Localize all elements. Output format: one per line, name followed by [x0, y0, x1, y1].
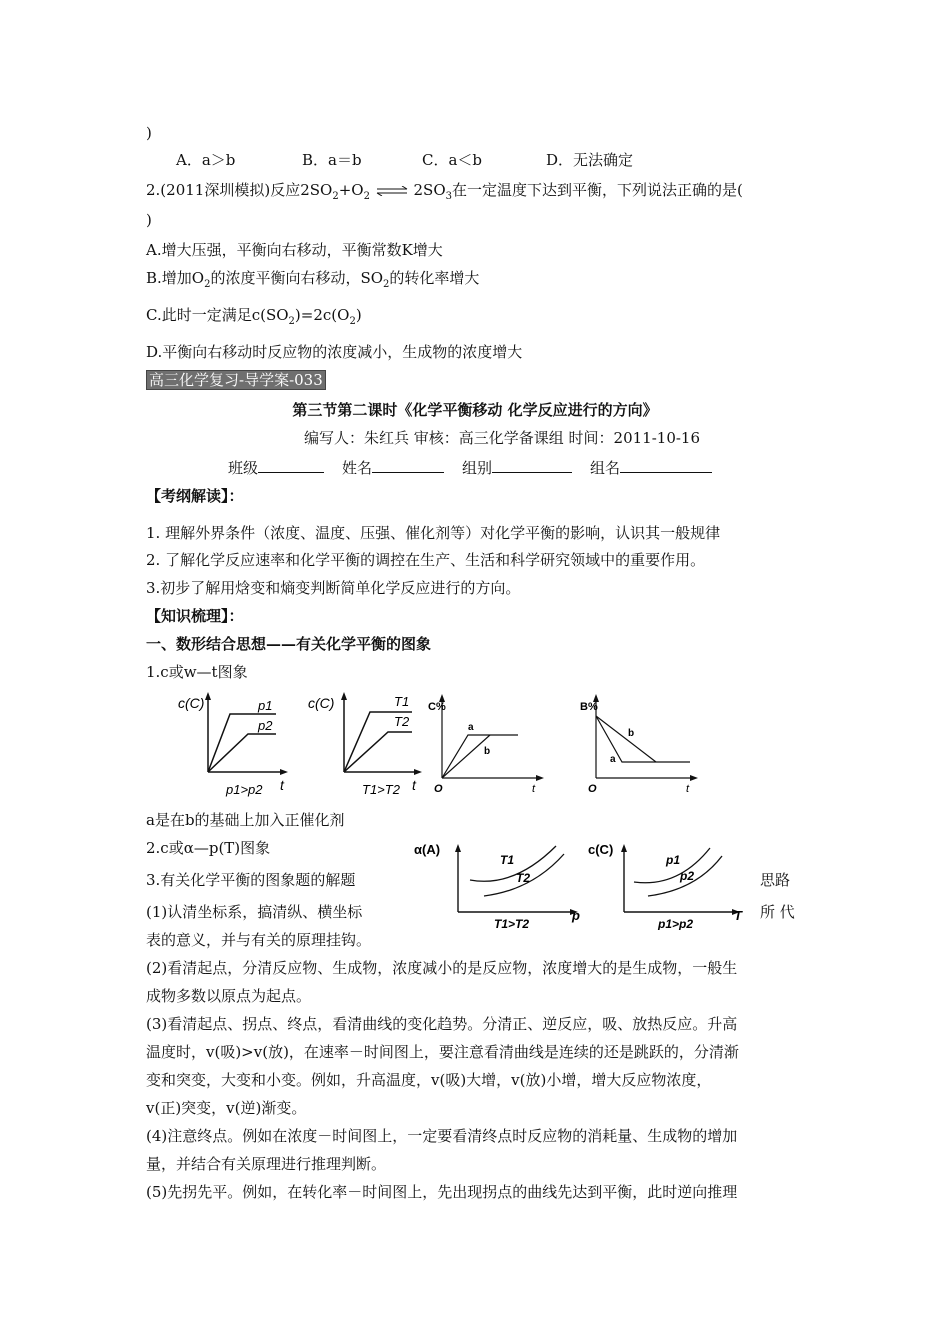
graph-ylabel: c(C) [588, 842, 614, 857]
graph-line-label: T1 [394, 694, 410, 709]
q2-option-b[interactable] [146, 268, 479, 295]
graph-xlabel: t [686, 783, 690, 795]
item-3-a: 3.有关化学平衡的图象题的解题 [146, 871, 356, 889]
q2-option-c-text: )=2c(O [294, 306, 350, 324]
graph-ylabel: B% [580, 701, 598, 713]
class-field[interactable] [258, 456, 324, 473]
point-1-b: 所 代 [760, 903, 795, 921]
graph-line-label: p1 [258, 698, 273, 713]
class-label: 班级 [228, 459, 259, 477]
q1-option-b[interactable]: B．a＝b [302, 151, 362, 169]
section-title: 一、数形结合思想——有关化学平衡的图象 [146, 635, 432, 653]
syllabus-item: 3.初步了解用焓变和熵变判断简单化学反应进行的方向。 [146, 579, 521, 597]
q2-sub: 2 [332, 191, 339, 202]
group-name-label: 组名 [590, 459, 621, 477]
point-3-a: (3)看清起点、拐点、终点，看清曲线的变化趋势。分清正、逆反应，吸、放热反应。升高 [146, 1015, 738, 1033]
graph-origin: O [588, 783, 597, 795]
graph-ylabel: α(A) [414, 842, 441, 857]
q2-sub: 2 [288, 316, 295, 327]
q1-option-a[interactable]: A．a＞b [176, 151, 236, 169]
graph-curve-label: b [484, 746, 491, 757]
q1-option-c[interactable]: C．a＜b [422, 151, 483, 169]
point-2-b: 成物多数以原点为起点。 [146, 987, 312, 1005]
q2-paren-close: ) [146, 211, 152, 229]
point-4-a: (4)注意终点。例如在浓度－时间图上，一定要看清终点时反应物的消耗量、生成物的增加 [146, 1127, 738, 1145]
catalyst-note: a是在b的基础上加入正催化剂 [146, 811, 345, 829]
graph-xlabel: T [734, 908, 742, 923]
syllabus-item: 1. 理解外界条件（浓度、温度、压强、催化剂等）对化学平衡的影响，认识其一般规律 [146, 524, 721, 542]
q2-option-b-text: 的转化率增大 [389, 269, 480, 287]
page-title: 第三节第二课时《化学平衡移动 化学反应进行的方向》 [292, 401, 658, 419]
graph-xlabel: t [532, 783, 536, 795]
graph-xlabel: t [412, 777, 416, 793]
graph-line-label: T2 [394, 714, 410, 729]
point-5: (5)先拐先平。例如，在转化率－时间图上，先出现拐点的曲线先达到平衡，此时逆向推理 [146, 1183, 738, 1201]
point-3-d: v(正)突变，v(逆)渐变。 [146, 1099, 307, 1117]
graph-ylabel: c(C) [178, 695, 205, 711]
name-label: 姓名 [342, 459, 373, 477]
knowledge-heading: 【知识梳理】： [146, 607, 244, 625]
group-field[interactable] [492, 456, 572, 473]
graph-line-label: p2 [680, 869, 695, 883]
graph-line-label: p2 [258, 718, 273, 733]
q2-stem-d: 在一定温度下达到平衡，下列说法正确的是( [452, 181, 743, 199]
q2-option-b-text: 的浓度平衡向右移动，SO [210, 269, 384, 287]
graph-c-percent-t [428, 690, 548, 802]
q1-option-d[interactable]: D．无法确定 [546, 151, 634, 169]
q2-option-a[interactable]: A.增大压强，平衡向右移动，平衡常数K增大 [146, 241, 443, 259]
q2-option-b-text: B.增加O [146, 269, 205, 287]
point-2-a: (2)看清起点，分清反应物、生成物，浓度减小的是反应物，浓度增大的是生成物，一般生 [146, 959, 738, 977]
graph-condition: T1>T2 [494, 917, 530, 930]
graph-xlabel: t [280, 777, 284, 793]
q2-option-c[interactable] [146, 305, 362, 332]
q2-sub: 2 [204, 279, 211, 290]
item-1: 1.c或w—t图象 [146, 663, 248, 681]
item-3-b: 思路 [760, 871, 791, 889]
graph-xlabel: p [572, 908, 580, 923]
item-2: 2.c或α—p(T)图象 [146, 839, 271, 857]
graph-c-t-pressure [178, 690, 298, 802]
point-1-c: 表的意义，并与有关的原理挂钩。 [146, 931, 372, 949]
q2-sub: 3 [445, 191, 452, 202]
q1-paren-close: ) [146, 124, 152, 142]
graph-origin: O [434, 783, 443, 795]
graph-alpha-p [414, 840, 594, 930]
graph-b-percent-t [580, 690, 710, 802]
group-name-field[interactable] [620, 456, 712, 473]
q2-stem-b: +O [338, 181, 364, 199]
equilibrium-arrow-icon [375, 181, 409, 201]
q2-stem [146, 180, 743, 207]
graph-condition: p1>p2 [658, 917, 694, 930]
graph-line-label: T2 [516, 871, 531, 885]
student-info [228, 456, 712, 478]
q2-sub: 2 [383, 279, 390, 290]
q2-option-d[interactable]: D.平衡向右移动时反应物的浓度减小，生成物的浓度增大 [146, 343, 523, 361]
graph-c-temperature [588, 840, 756, 930]
point-1-a: (1)认清坐标系，搞清纵、横坐标 [146, 903, 363, 921]
q2-option-c-text: ) [355, 306, 362, 324]
graph-curve-label: a [468, 722, 474, 733]
graph-ylabel: C% [428, 701, 446, 713]
q2-option-c-text: C.此时一定满足c(SO [146, 306, 289, 324]
worksheet-tag-text: 高三化学复习-导学案-033 [146, 370, 326, 390]
graph-curve-label: b [628, 728, 635, 739]
name-field[interactable] [372, 456, 444, 473]
point-4-b: 量，并结合有关原理进行推理判断。 [146, 1155, 387, 1173]
authors-line: 编写人：朱红兵 审核：高三化学备课组 时间：2011-10-16 [304, 429, 701, 447]
point-3-b: 温度时，v(吸)>v(放)，在速率－时间图上，要注意看清曲线是连续的还是跳跃的，分清渐 [146, 1043, 739, 1061]
graph-ylabel: c(C) [308, 695, 335, 711]
graph-curve-label: a [610, 754, 616, 765]
q2-stem-c: 2SO [413, 181, 446, 199]
graph-line-label: p1 [666, 853, 681, 867]
graph-c-t-temperature [308, 690, 428, 802]
q2-stem-a: 2.(2011深圳模拟)反应2SO [146, 181, 333, 199]
point-3-c: 变和突变，大变和小变。例如，升高温度，v(吸)大增，v(放)小增，增大反应物浓度， [146, 1071, 712, 1089]
graph-condition: p1>p2 [226, 782, 263, 797]
graph-line-label: T1 [500, 853, 515, 867]
q2-sub: 2 [363, 191, 370, 202]
q2-sub: 2 [349, 316, 356, 327]
worksheet-tag [146, 370, 326, 390]
graph-condition: T1>T2 [362, 782, 400, 797]
syllabus-heading: 【考纲解读】： [146, 487, 244, 505]
syllabus-item: 2. 了解化学反应速率和化学平衡的调控在生产、生活和科学研究领域中的重要作用。 [146, 551, 706, 569]
group-label: 组别 [462, 459, 493, 477]
